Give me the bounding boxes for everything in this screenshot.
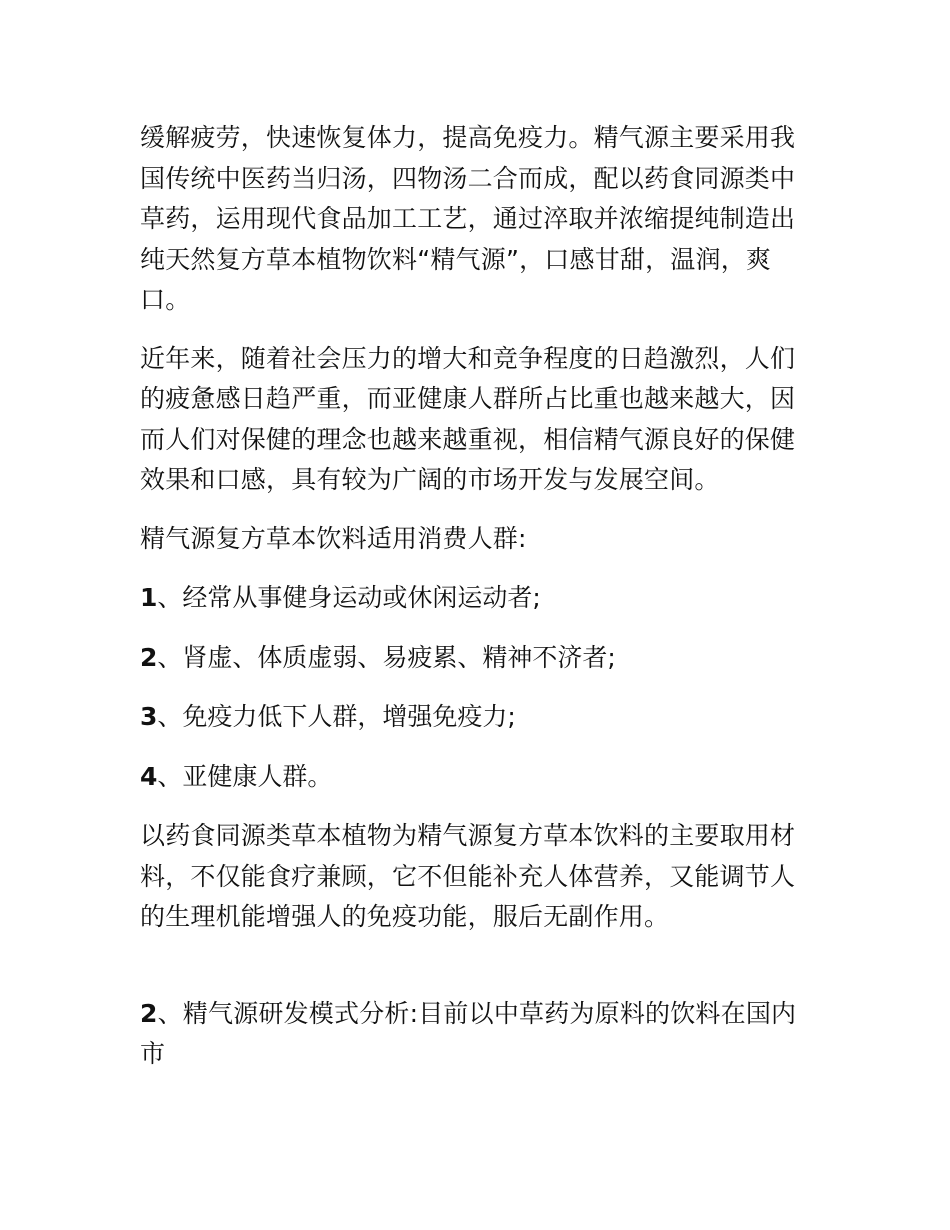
section-heading (140, 994, 800, 1075)
list-item-number: 2 (140, 642, 158, 672)
list-item (140, 638, 800, 679)
list-item-number: 4 (140, 761, 158, 791)
paragraph-intro: 缓解疲劳，快速恢复体力，提高免疫力。精气源主要采用我国传统中医药当归汤，四物汤二合而成，配以药食同源类中草药，运用现代食品加工工艺，通过淬取并浓缩提纯制造出纯天然复方草本植物饮料“精气源”，口感甘甜，温润，爽口。 (140, 123, 796, 314)
list-item-number: 1 (140, 583, 158, 612)
list-item (140, 757, 800, 798)
paragraph-market: 近年来，随着社会压力的增大和竞争程度的日趋激烈，人们的疲惫感日趋严重，而亚健康人群所占比重也越来越大，因而人们对保健的理念也越来越重视，相信精气源良好的保健效果和口感，具有较为广阔的市场开发与发展空间。 (140, 343, 796, 494)
list-item (140, 578, 800, 619)
list-item-text: 、经常从事健身运动或休闲运动者; (157, 583, 541, 612)
document-page (140, 118, 800, 1075)
section-number: 2 (140, 998, 158, 1028)
paragraph-ingredients: 以药食同源类草本植物为精气源复方草本饮料的主要取用材料，不仅能食疗兼顾，它不但能补充人体营养，又能调节人的生理机能增强人的免疫功能，服后无副作用。 (140, 821, 796, 931)
list-item-text: 、免疫力低下人群，增强免疫力; (157, 702, 516, 731)
list-item-text: 、亚健康人群。 (157, 761, 333, 791)
section-text: 、精气源研发模式分析:目前以中草药为原料的饮料在国内市 (140, 998, 797, 1068)
list-item-text: 、肾虚、体质虚弱、易疲累、精神不济者; (157, 642, 616, 672)
list-item-number: 3 (140, 702, 158, 731)
list-item (140, 697, 800, 738)
paragraph-consumers-heading: 精气源复方草本饮料适用消费人群: (140, 523, 527, 553)
